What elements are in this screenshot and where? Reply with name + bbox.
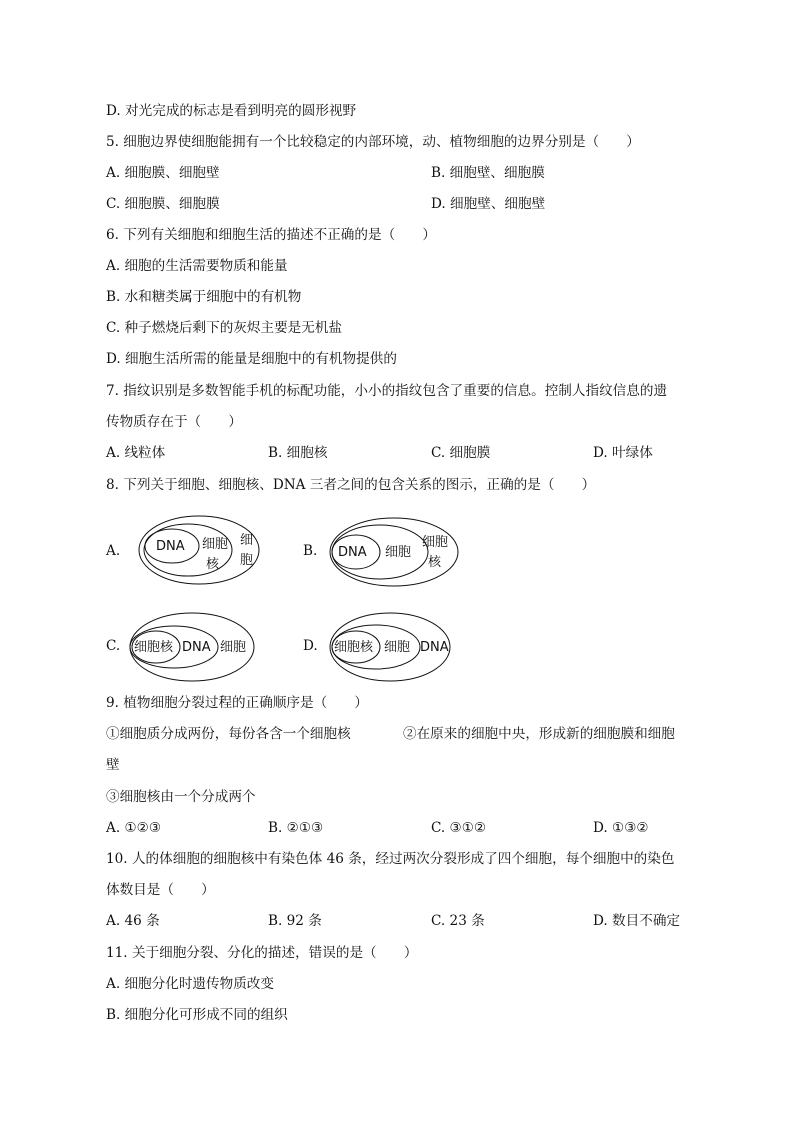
question-7-option-c: C. 细胞膜 [431, 445, 491, 461]
question-8-option-a-label: A. [106, 543, 121, 559]
question-5-option-a: A. 细胞膜、细胞壁 [106, 165, 220, 181]
diagram-b-outer-label-2: 核 [428, 555, 442, 570]
diagram-b-inner-label: DNA [338, 545, 367, 560]
question-6-option-c: C. 种子燃烧后剩下的灰烬主要是无机盐 [106, 320, 343, 336]
diagram-c-outer-label: 细胞 [220, 640, 247, 655]
diagram-d-inner-label: 细胞核 [334, 640, 374, 655]
diagram-d-outer-label: DNA [420, 640, 449, 655]
question-8-option-b-label: B. [303, 543, 318, 559]
question-8-text: 8. 下列关于细胞、细胞核、DNA 三者之间的包含关系的图示，正确的是（ ） [106, 477, 596, 493]
question-8-option-c-label: C. [106, 638, 121, 654]
diagram-b-outer-label-1: 细胞 [422, 535, 449, 550]
question-10-option-c: C. 23 条 [431, 913, 485, 929]
question-7-option-d: D. 叶绿体 [593, 445, 653, 461]
question-6-option-b: B. 水和糖类属于细胞中的有机物 [106, 289, 302, 305]
question-11-option-b: B. 细胞分化可形成不同的组织 [106, 1007, 288, 1023]
question-9-option-b: B. ②①③ [268, 820, 324, 836]
diagram-a-middle-label-2: 核 [206, 557, 220, 572]
question-7-text-line-2: 传物质存在于（ ） [106, 414, 242, 430]
question-9-text: 9. 植物细胞分裂过程的正确顺序是（ ） [106, 695, 368, 711]
question-5-option-d: D. 细胞壁、细胞壁 [431, 196, 546, 212]
question-5-option-b: B. 细胞壁、细胞膜 [431, 165, 545, 181]
question-10-text-line-2: 体数目是（ ） [106, 882, 215, 898]
question-9-statement-2: ②在原来的细胞中央，形成新的细胞膜和细胞 [403, 726, 675, 742]
diagram-a-inner-label: DNA [156, 539, 185, 554]
diagram-a [136, 510, 266, 590]
question-5-text: 5. 细胞边界使细胞能拥有一个比较稳定的内部环境，动、植物细胞的边界分别是（ ） [106, 134, 640, 150]
diagram-a-outer-label-1: 细 [240, 533, 254, 548]
question-10-text-line-1: 10. 人的体细胞的细胞核中有染色体 46 条，经过两次分裂形成了四个细胞，每个细胞中的染色 [106, 851, 675, 867]
diagram-a-outer-label-2: 胞 [240, 553, 254, 568]
diagram-c [126, 610, 258, 686]
diagram-d [326, 610, 456, 686]
diagram-b-middle-label: 细胞 [385, 545, 412, 560]
question-4-option-d: D. 对光完成的标志是看到明亮的圆形视野 [106, 103, 357, 119]
question-7-option-b: B. 细胞核 [268, 445, 328, 461]
question-11-option-a: A. 细胞分化时遗传物质改变 [106, 976, 274, 992]
question-6-text: 6. 下列有关细胞和细胞生活的描述不正确的是（ ） [106, 227, 436, 243]
question-9-statement-2-continued: 壁 [106, 757, 120, 773]
question-6-option-d: D. 细胞生活所需的能量是细胞中的有机物提供的 [106, 351, 397, 367]
question-7-option-a: A. 线粒体 [106, 445, 166, 461]
question-9-statement-1: ①细胞质分成两份，每份各含一个细胞核 [106, 726, 351, 742]
diagram-b [328, 512, 464, 592]
question-9-option-d: D. ①③② [593, 820, 649, 836]
diagram-a-middle-label-1: 细胞 [202, 537, 229, 552]
diagram-c-middle-label: DNA [182, 640, 211, 655]
question-8-option-d-label: D. [303, 638, 318, 654]
question-10-option-b: B. 92 条 [268, 913, 322, 929]
diagram-c-inner-label: 细胞核 [134, 640, 174, 655]
question-10-option-d: D. 数目不确定 [593, 913, 681, 929]
question-7-text-line-1: 7. 指纹识别是多数智能手机的标配功能，小小的指纹包含了重要的信息。控制人指纹信息的遗 [106, 383, 668, 399]
question-6-option-a: A. 细胞的生活需要物质和能量 [106, 258, 288, 274]
question-9-option-a: A. ①②③ [106, 820, 162, 836]
question-9-option-c: C. ③①② [431, 820, 487, 836]
diagram-d-middle-label: 细胞 [384, 640, 411, 655]
question-5-option-c: C. 细胞膜、细胞膜 [106, 196, 220, 212]
question-11-text: 11. 关于细胞分裂、分化的描述，错误的是（ ） [106, 945, 418, 961]
question-10-option-a: A. 46 条 [106, 913, 160, 929]
question-9-statement-3: ③细胞核由一个分成两个 [106, 789, 256, 805]
